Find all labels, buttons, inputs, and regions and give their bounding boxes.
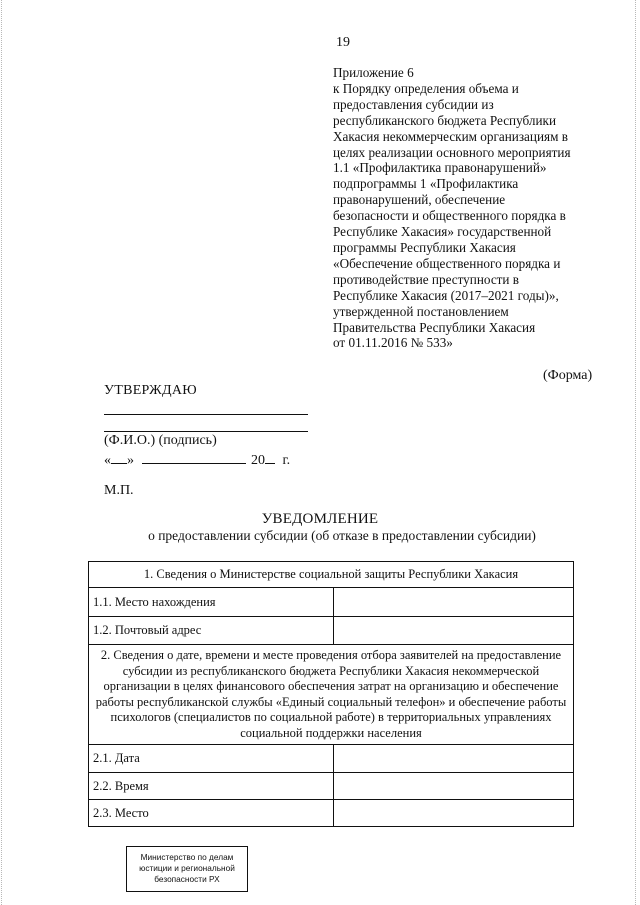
table-row xyxy=(89,617,574,645)
year-prefix: 20 xyxy=(251,453,265,468)
appendix-line: программы Республики Хакасия xyxy=(333,239,516,255)
registration-stamp xyxy=(126,846,248,892)
appendix-line: противодействие преступности в xyxy=(333,271,520,287)
stamp-line: Министерство по делам xyxy=(140,852,234,862)
document-subtitle: о предоставлении субсидии (об отказе в предоставлении субсидии) xyxy=(148,528,536,543)
appendix-line: утвержденной постановлением xyxy=(333,303,509,319)
year-suffix: г. xyxy=(282,453,291,468)
approval-date xyxy=(104,451,290,469)
stamp-line: безопасности РХ xyxy=(154,874,220,884)
table-row xyxy=(89,745,574,773)
appendix-line: правонарушений, обеспечение xyxy=(333,192,506,208)
date-quote-close: » xyxy=(127,453,134,468)
appendix-line: Приложение 6 xyxy=(333,65,414,80)
row-value xyxy=(334,800,574,827)
stamp-line: юстиции и региональной xyxy=(139,863,235,873)
page-number: 19 xyxy=(336,35,350,50)
appendix-line: Правительства Республики Хакасия xyxy=(333,319,536,335)
document-title: УВЕДОМЛЕНИЕ xyxy=(261,511,379,527)
appendix-line: Республике Хакасия (2017–2021 годы)», xyxy=(333,287,559,303)
notice-table xyxy=(88,561,574,827)
fio-signature-caption: (Ф.И.О.) (подпись) xyxy=(104,433,217,448)
scan-edge-right xyxy=(635,0,636,905)
row-label: 1.2. Почтовый адрес xyxy=(89,617,334,645)
appendix-line: целях реализации основного мероприятия xyxy=(333,144,571,160)
appendix-line: от 01.11.2016 № 533» xyxy=(333,335,453,351)
table-row xyxy=(89,800,574,827)
row-value xyxy=(334,617,574,645)
signature-line xyxy=(104,431,308,432)
seal-place: М.П. xyxy=(104,483,134,498)
appendix-line: безопасности и общественного порядка в xyxy=(333,208,566,224)
scan-edge-left xyxy=(1,0,2,905)
table-row xyxy=(89,588,574,617)
appendix-line: Республике Хакасия» государственной xyxy=(333,224,552,240)
appendix-line: «Обеспечение общественного порядка и xyxy=(333,255,561,271)
section-2-header: 2. Сведения о дате, времени и месте проведения отбора заявителей на предоставление субсидии из республиканского бюджета Республики Хакасия некоммерческой организации в целях финансового обеспечения затрат на организацию и обеспечение работы республиканской службы «Единый социальный телефон» и обеспечение работы психологов (специалистов по социальной работе) в территориальных управлениях социальной поддержки населения xyxy=(89,645,574,745)
appendix-line: Хакасия некоммерческим организациям в xyxy=(333,128,568,144)
approval-heading: УТВЕРЖДАЮ xyxy=(104,383,197,398)
section-row xyxy=(89,562,574,588)
appendix-block xyxy=(333,65,603,351)
appendix-line: к Порядку определения объема и xyxy=(333,80,519,96)
month-blank xyxy=(142,451,246,464)
row-label: 2.2. Время xyxy=(89,773,334,800)
appendix-line: республиканского бюджета Республики xyxy=(333,112,557,128)
appendix-line: 1.1 «Профилактика правонарушений» xyxy=(333,160,547,176)
table-row xyxy=(89,773,574,800)
day-blank xyxy=(111,451,127,464)
row-value xyxy=(334,588,574,617)
section-row xyxy=(89,645,574,745)
appendix-line: подпрограммы 1 «Профилактика xyxy=(333,176,519,192)
row-label: 2.1. Дата xyxy=(89,745,334,773)
row-label: 1.1. Место нахождения xyxy=(89,588,334,617)
date-quote-open: « xyxy=(104,453,111,468)
signature-line xyxy=(104,414,308,415)
row-value xyxy=(334,745,574,773)
year-blank xyxy=(265,451,275,464)
row-label: 2.3. Место xyxy=(89,800,334,827)
row-value xyxy=(334,773,574,800)
appendix-line: предоставления субсидии из xyxy=(333,96,494,112)
form-mark: (Форма) xyxy=(543,368,593,383)
section-1-header: 1. Сведения о Министерстве социальной защиты Республики Хакасия xyxy=(89,562,574,588)
